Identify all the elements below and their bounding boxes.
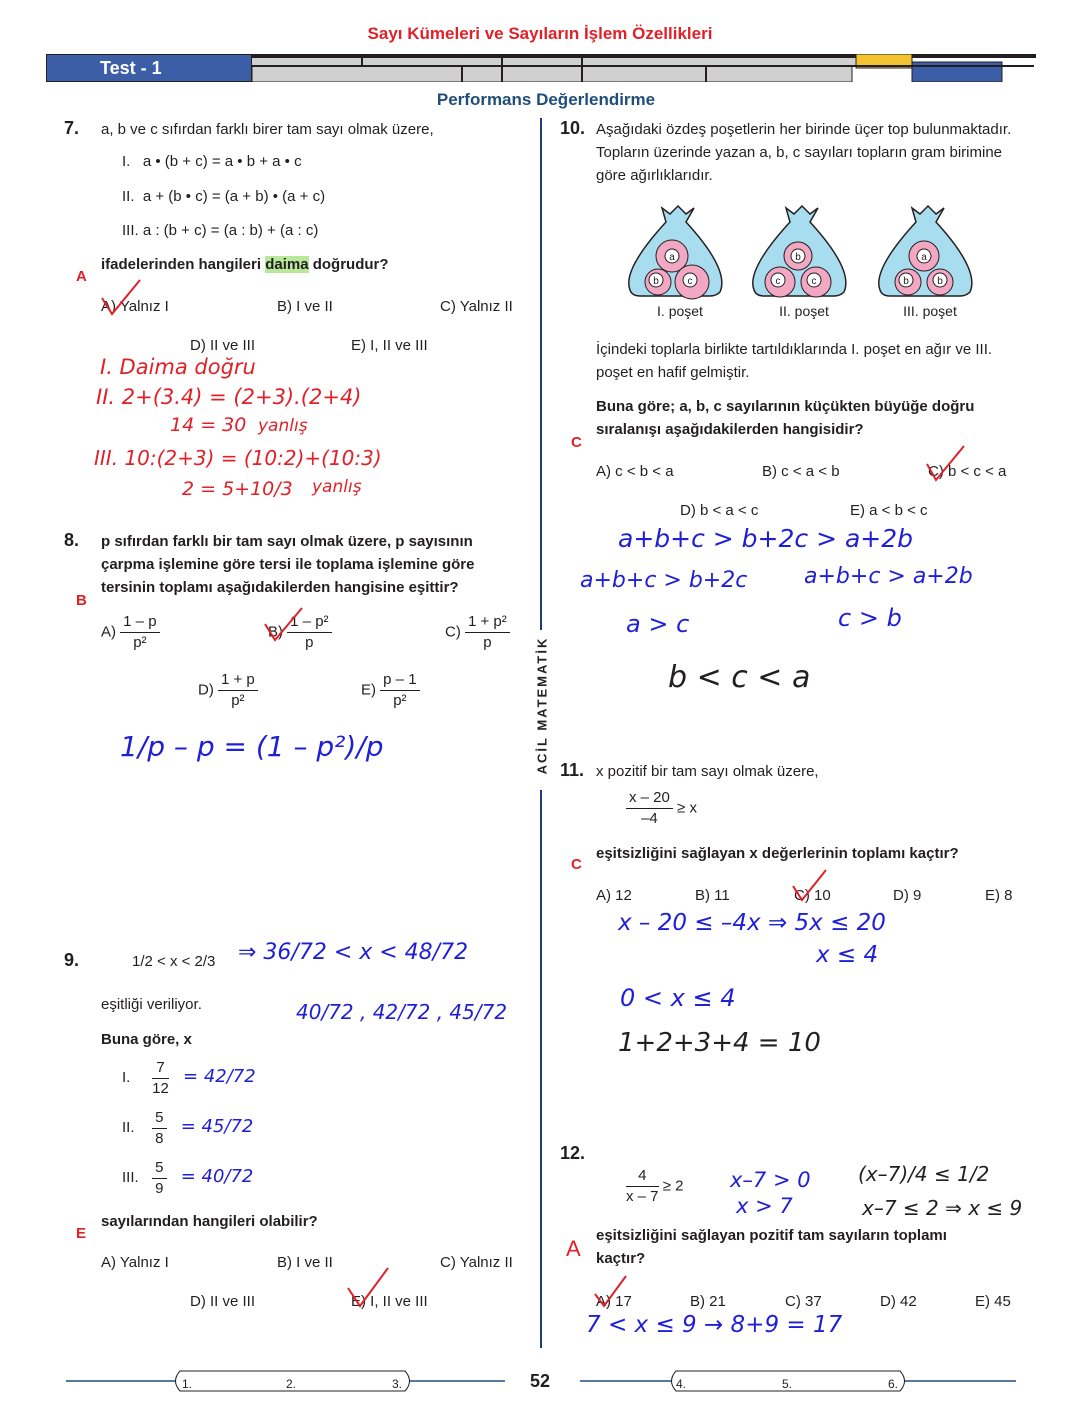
q9-check-icon (344, 1264, 392, 1312)
q9-item-1: I. $\frac{7}{12}$ = 42/72 (122, 1059, 256, 1097)
q9-number: 9. (64, 950, 80, 970)
q11-stem: x pozitif bir tam sayı olmak üzere, (596, 763, 819, 780)
bag-3 (879, 206, 972, 296)
footer-mark-6: 6. (888, 1377, 899, 1391)
q10-option-c[interactable]: C) b < c < a (928, 463, 1007, 480)
q10-option-b[interactable]: B) c < a < b (762, 463, 840, 480)
q12-number: 12. (560, 1143, 586, 1163)
q7-option-d[interactable]: D) II ve III (190, 337, 256, 354)
q8-work: 1/p – p = (1 – p²)/p (120, 730, 384, 763)
q7-option-b[interactable]: B) I ve II (277, 298, 333, 315)
q10-work-2: a+b+c > b+2c (580, 568, 748, 593)
bag-3-ball-3: b (937, 276, 943, 287)
q11-option-c[interactable]: C) 10 (794, 887, 831, 904)
footer-mark-2: 2. (286, 1377, 297, 1391)
q10-option-d[interactable]: D) b < a < c (680, 502, 759, 519)
q9-inequality: 1/2 < x < 2/3 (132, 953, 216, 970)
q8-option-c[interactable]: C) $\frac{\text{1 + p²}}{p}$ (445, 612, 510, 653)
q10-work-3: a+b+c > a+2b (804, 564, 973, 589)
test-label: Test - 1 (100, 58, 162, 78)
q12-work-4: x–7 ≤ 2 ⇒ x ≤ 9 (862, 1196, 1023, 1220)
q7-item-3: III. a : (b + c) = (a : b) + (a : c) (122, 222, 319, 239)
q11-inequality: $\frac{x - 20}{-4}$ ≥ x (626, 788, 697, 829)
q12-check-icon (592, 1272, 632, 1312)
q9-lead: Buna göre, x (101, 1031, 192, 1048)
q10-work-5: c > b (838, 604, 902, 632)
bag-1-ball-1: a (669, 252, 675, 263)
q12-option-b[interactable]: B) 21 (690, 1293, 726, 1310)
q7-note-6: 2 = 5+10/3 (182, 478, 293, 500)
q10-option-e[interactable]: E) a < b < c (850, 502, 928, 519)
q10-work-1: a+b+c > b+2c > a+2b (618, 524, 914, 553)
q11-option-a[interactable]: A) 12 (596, 887, 632, 904)
bag-2-ball-2: c (775, 276, 781, 287)
q7-check-icon (98, 276, 144, 320)
page-title: Sayı Kümeleri ve Sayıların İşlem Özellikleri (367, 24, 713, 43)
q11-work-4: 1+2+3+4 = 10 (618, 1028, 821, 1058)
q12-answer-mark: A (566, 1236, 581, 1261)
q7-item-2: II. a + (b • c) = (a + b) • (a + c) (122, 188, 326, 205)
q8-answer-mark: B (76, 592, 87, 609)
bag-3-ball-1: a (921, 252, 927, 263)
brand-strip (528, 630, 552, 790)
q9-option-d[interactable]: D) II ve III (190, 1293, 256, 1310)
q7-stem: a, b ve c sıfırdan farklı birer tam sayı olmak üzere, (101, 121, 434, 138)
q7-question: ifadelerinden hangileri daima doğrudur? (101, 256, 389, 273)
bags-figure (620, 200, 1020, 304)
q12-work-5: 7 < x ≤ 9 → 8+9 = 17 (586, 1312, 843, 1338)
bag-2-label: II. poşet (779, 303, 829, 319)
footer-mark-1: 1. (182, 1377, 193, 1391)
section-title: Performans Değerlendirme (436, 90, 656, 109)
q7-option-e[interactable]: E) I, II ve III (351, 337, 428, 354)
q8-stem: p sıfırdan farklı bir tam sayı olmak üzere, p sayısının çarpma işlemine göre tersi ile toplama işlemine göre tersinin toplamı aşağıdakilerden hangisine eşittir? (101, 533, 475, 596)
q12-option-e[interactable]: E) 45 (975, 1293, 1011, 1310)
q12-question: eşitsizliğini sağlayan pozitif tam sayıların toplamı kaçtır? (596, 1227, 947, 1267)
q10-condition: İçindeki toplarla birlikte tartıldıklarında I. poşet en ağır ve III. poşet en hafif gelmiştir. (596, 341, 993, 381)
q12-option-d[interactable]: D) 42 (880, 1293, 917, 1310)
q12-option-c[interactable]: C) 37 (785, 1293, 822, 1310)
footer-mark-5: 5. (782, 1377, 793, 1391)
footer-mark-3: 3. (392, 1377, 403, 1391)
q10-work-6: b < c < a (668, 660, 811, 695)
footer-mark-4: 4. (676, 1377, 687, 1391)
q10-check-icon (924, 444, 968, 484)
q11-number: 11. (560, 760, 585, 780)
q8-option-e[interactable]: E) $\frac{p - 1}{\text{p²}}$ (361, 670, 420, 711)
q12-option-a[interactable]: A) 17 (596, 1293, 632, 1310)
q9-option-b[interactable]: B) I ve II (277, 1254, 333, 1271)
q10-stem: Aşağıdaki özdeş poşetlerin her birinde üçer top bulunmaktadır. Topların üzerinde yazan a, b, c sayıları topların gram birimine göre ağırlıklarıdır. (596, 121, 1012, 184)
bag-3-ball-2: b (903, 276, 909, 287)
q9-given: eşitliği veriliyor. (101, 996, 202, 1013)
bag-1-ball-2: b (653, 276, 659, 287)
q7-number: 7. (64, 118, 80, 138)
q9-question: sayılarından hangileri olabilir? (101, 1213, 318, 1230)
q11-option-d[interactable]: D) 9 (893, 887, 922, 904)
q7-note-5: III. 10:(2+3) = (10:2)+(10:3) (94, 446, 382, 470)
q11-question: eşitsizliğini sağlayan x değerlerinin toplamı kaçtır? (596, 845, 959, 862)
q9-work-list: 40/72 , 42/72 , 45/72 (296, 1000, 508, 1024)
q9-option-e[interactable]: E) I, II ve III (351, 1293, 428, 1310)
q10-number: 10. (560, 118, 586, 138)
q9-item-2: II. $\frac{5}{8}$ = 45/72 (122, 1109, 254, 1147)
q12-work-2: x > 7 (736, 1194, 793, 1218)
q9-option-a[interactable]: A) Yalnız I (101, 1254, 169, 1271)
q7-note-7: yanlış (312, 477, 362, 497)
bag-1-ball-3: c (687, 276, 693, 287)
q7-option-a[interactable]: A) Yalnız I (101, 298, 169, 315)
q12-inequality: $\frac{4}{x - 7}$ ≥ 2 (626, 1167, 684, 1205)
q10-option-a[interactable]: A) c < b < a (596, 463, 674, 480)
bag-2-ball-3: c (811, 276, 817, 287)
bag-1-label: I. poşet (657, 303, 703, 319)
brand-text: ACİL MATEMATİK (534, 636, 550, 775)
q11-work-1: x – 20 ≤ –4x ⇒ 5x ≤ 20 (618, 910, 886, 936)
q9-item-3: III. $\frac{5}{9}$ = 40/72 (122, 1159, 254, 1197)
q11-check-icon (790, 866, 830, 906)
q7-answer-mark: A (76, 268, 87, 285)
bag-1 (629, 206, 722, 299)
q10-work-4: a > c (626, 610, 690, 638)
q7-item-1: I. a • (b + c) = a • b + a • c (122, 153, 302, 170)
q11-option-b[interactable]: B) 11 (695, 887, 730, 904)
q11-answer-mark: C (571, 856, 582, 873)
q8-check-icon (262, 604, 306, 646)
q12-work-1: x–7 > 0 (730, 1168, 811, 1192)
q10-answer-mark: C (571, 434, 582, 451)
q7-option-c[interactable]: C) Yalnız II (440, 298, 513, 315)
q8-number: 8. (64, 530, 80, 550)
q11-work-2: x ≤ 4 (816, 942, 879, 968)
bag-2-ball-1: b (795, 252, 801, 263)
q10-question: Buna göre; a, b, c sayılarının küçükten büyüğe doğru sıralanışı aşağıdakilerden hangisidir? (596, 398, 975, 438)
q8-option-d[interactable]: D) $\frac{1 + p}{\text{p²}}$ (198, 670, 258, 711)
q12-work-3: (x–7)/4 ≤ 1/2 (858, 1162, 990, 1186)
q11-option-e[interactable]: E) 8 (985, 887, 1013, 904)
q7-note-3: 14 = 30 (170, 414, 247, 436)
q9-answer-mark: E (76, 1225, 87, 1242)
q8-option-a[interactable]: A) $\frac{1 - p}{\text{p²}}$ (101, 612, 160, 653)
q11-work-3: 0 < x ≤ 4 (620, 984, 736, 1012)
q7-note-1: I. Daima doğru (100, 355, 256, 379)
q9-option-c[interactable]: C) Yalnız II (440, 1254, 513, 1271)
q7-note-2: II. 2+(3.4) = (2+3).(2+4) (96, 385, 362, 409)
q9-work-top: ⇒ 36/72 < x < 48/72 (238, 940, 469, 965)
q8-option-b[interactable]: B) $\frac{\text{1 – p²}}{p}$ (268, 612, 332, 653)
bag-3-label: III. poşet (903, 303, 957, 319)
q7-note-4: yanlış (258, 416, 308, 436)
page-number: 52 (529, 1371, 551, 1391)
